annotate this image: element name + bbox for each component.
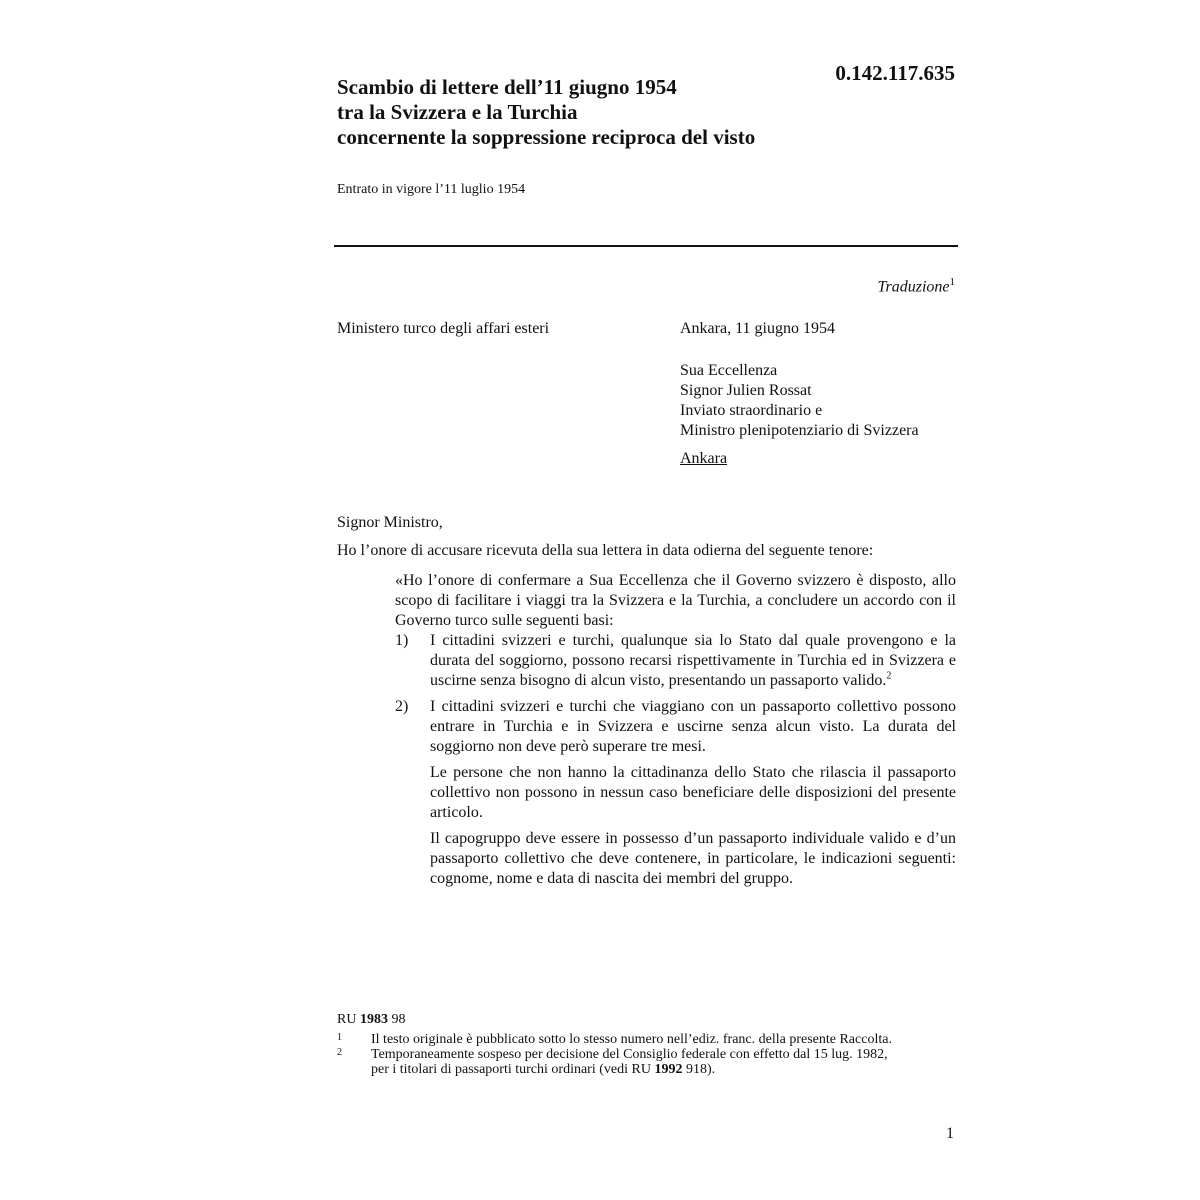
addressee-line: Sua Eccellenza (680, 362, 778, 379)
item-number: 1) (395, 632, 409, 649)
footnote-text: Temporaneamente sospeso per decisione del Consiglio federale con effetto dal 15 lug. 1982, per i titolari di passaporti turchi ordinari (vedi RU (371, 1047, 888, 1077)
footnote-ref[interactable]: 1 (949, 276, 955, 288)
header-divider (334, 245, 958, 247)
footnote-text: Il testo originale è pubblicato sotto lo stesso numero nell’ediz. franc. della presente Raccolta. (371, 1032, 892, 1047)
document-title (337, 75, 797, 150)
item-text: I cittadini svizzeri e turchi, qualunque sia lo Stato dal quale provengono e la durata del soggiorno, possono recarsi rispettivamente in Turchia ed in Svizzera e uscirne senza bisogno di alcun visto, presentando un passaporto valido. (430, 632, 956, 689)
place-date: Ankara, 11 giugno 1954 (680, 320, 835, 337)
footnote (337, 1047, 907, 1077)
addressee-line: Inviato straordinario e (680, 402, 823, 419)
footnote-text-end: 918). (685, 1062, 716, 1077)
footnote-number: 1 (337, 1032, 342, 1043)
item-paragraph: I cittadini svizzeri e turchi che viaggiano con un passaporto collettivo possono entrare in Turchia e in Svizzera e uscirne senza alcun visto. La durata del soggiorno non deve però superare tre mesi. (430, 698, 956, 755)
footnote-ru-year: 1992 (654, 1062, 683, 1077)
page-number: 1 (946, 1125, 954, 1142)
salutation: Signor Ministro, (337, 514, 443, 531)
entry-into-force: Entrato in vigore l’11 luglio 1954 (337, 182, 526, 197)
item-paragraph: Le persone che non hanno la cittadinanza dello Stato che rilascia il passaporto collettivo non possono in nessun caso beneficiare delle disposizioni del presente articolo. (430, 764, 956, 821)
list-item (395, 631, 956, 691)
addressee-line: Signor Julien Rossat (680, 382, 812, 399)
addressee-line: Ministro plenipotenziario di Svizzera (680, 422, 919, 439)
footnotes (337, 1032, 907, 1077)
sender: Ministero turco degli affari esteri (337, 320, 550, 337)
title-line: tra la Svizzera e la Turchia (337, 100, 578, 124)
ru-page: 98 (391, 1012, 406, 1027)
ru-year: 1983 (359, 1012, 388, 1027)
footnote-number: 2 (337, 1047, 342, 1058)
footnote-ref[interactable]: 2 (886, 670, 892, 682)
item-paragraph: Il capogruppo deve essere in possesso d’un passaporto individuale valido e d’un passaporto collettivo che deve contenere, in particolare, le indicazioni seguenti: cognome, nome e data di nascita dei membri del gruppo. (430, 830, 956, 887)
quoted-letter (395, 571, 956, 895)
translation-label (877, 276, 955, 296)
title-line: Scambio di lettere dell’11 giugno 1954 (337, 75, 677, 99)
document-number: 0.142.117.635 (835, 61, 955, 85)
item-number: 2) (395, 698, 409, 715)
ru-prefix: RU (337, 1012, 357, 1027)
quote-intro: «Ho l’onore di confermare a Sua Eccellenza che il Governo svizzero è disposto, allo scopo di facilitare i viaggi tra la Svizzera e la Turchia, a concludere un accordo con il Governo turco sulle seguenti basi: (395, 572, 956, 629)
addressee-block (680, 361, 919, 441)
translation-text: Traduzione (877, 278, 950, 296)
list-item (395, 697, 956, 889)
ru-reference (337, 1012, 405, 1028)
addressee-city: Ankara (680, 450, 728, 467)
item-paragraph (430, 631, 956, 691)
opening-sentence: Ho l’onore di accusare ricevuta della sua lettera in data odierna del seguente tenore: (337, 542, 874, 559)
footnote (337, 1032, 907, 1047)
title-line: concernente la soppressione reciproca del visto (337, 125, 756, 149)
